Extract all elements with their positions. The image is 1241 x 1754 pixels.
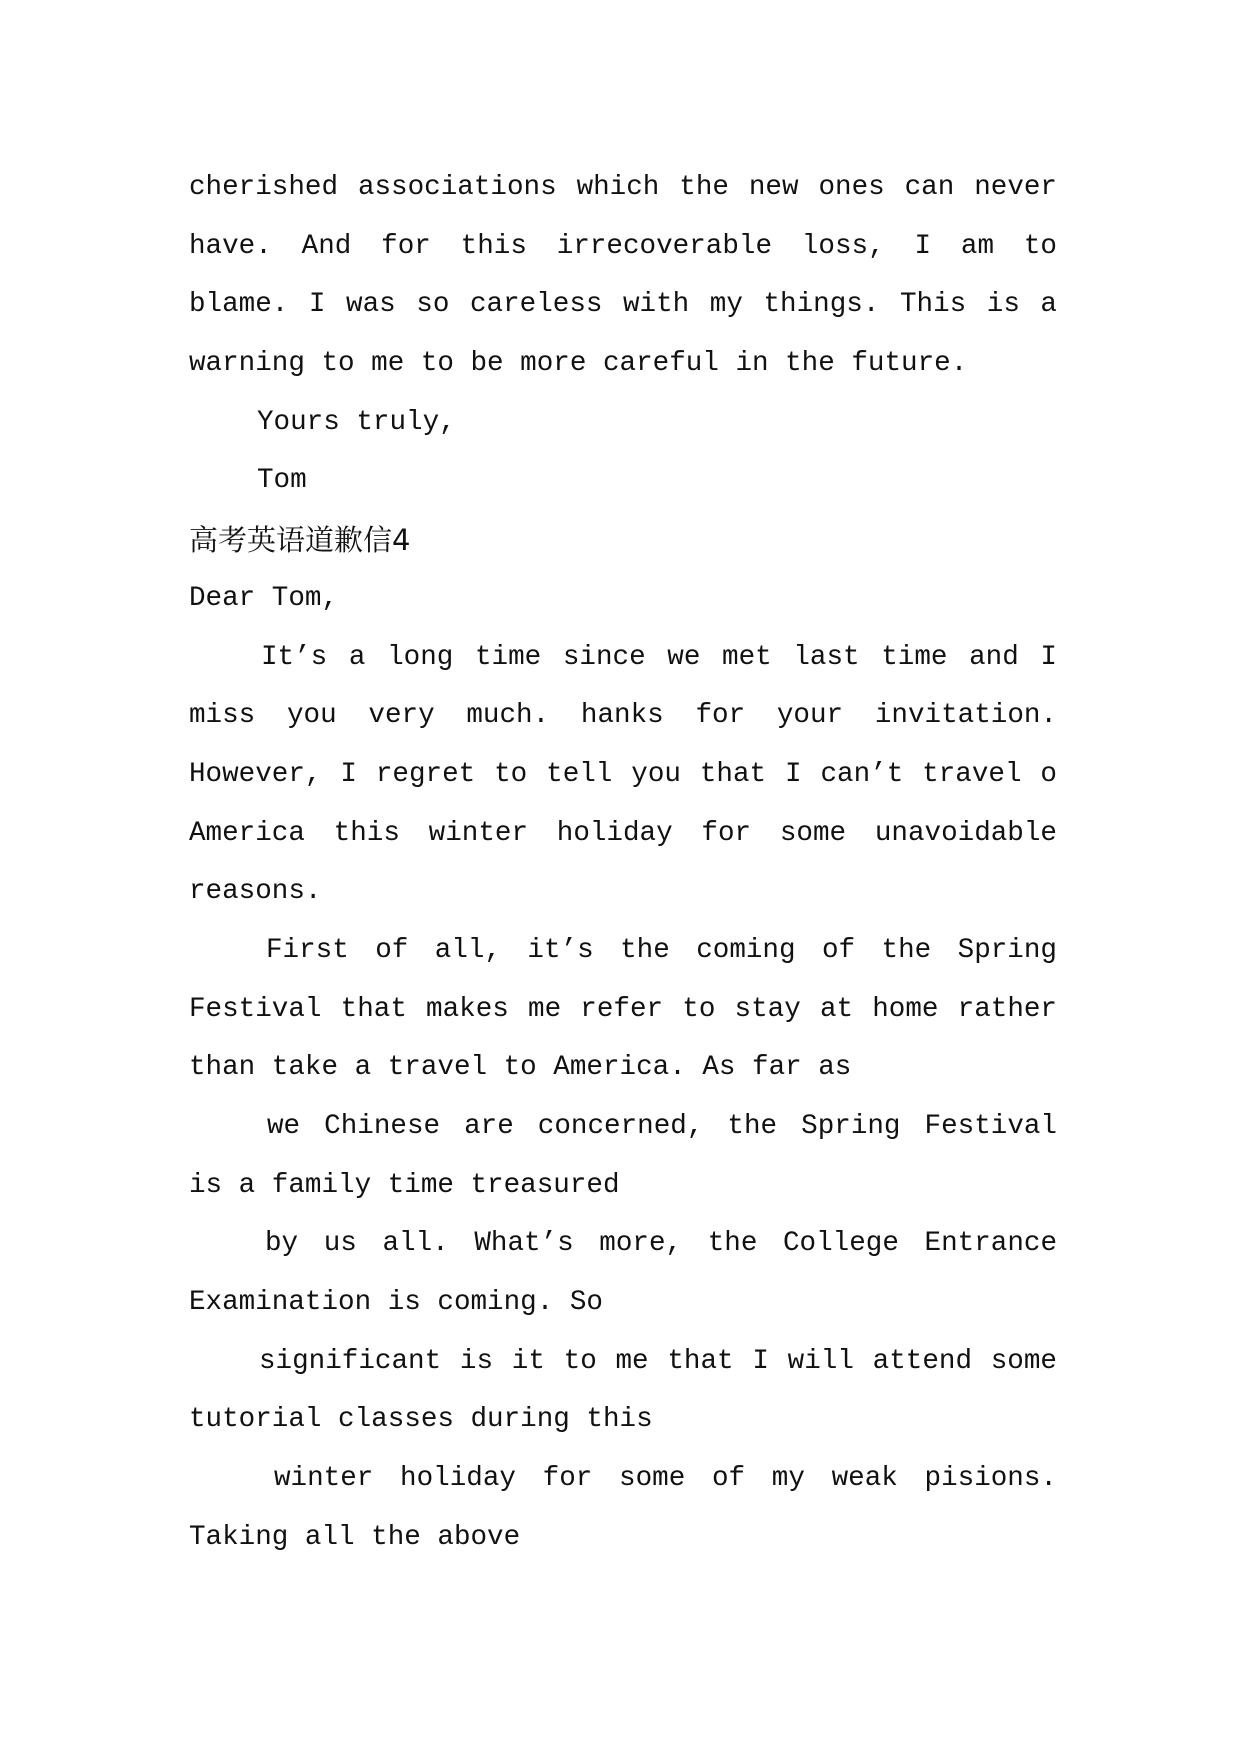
body-line: winter holiday for some of my weak pisions.: [274, 1463, 1057, 1495]
body-line: is a family time treasured: [189, 1169, 620, 1201]
paragraph: [189, 1450, 1057, 1567]
body-line: cherished associations which the new ones can never: [189, 172, 1057, 203]
paragraph: [189, 1333, 1057, 1450]
body-line: warning to me to be more careful in the future.: [189, 348, 968, 380]
body-line: It’s a long time since we met last time and I: [261, 641, 1057, 673]
letter-3-ending: [189, 159, 1057, 511]
letter-salutation: Dear Tom,: [189, 582, 339, 614]
body-line: miss you very much. hanks for your invitation.: [189, 700, 1057, 732]
body-line: Taking all the above: [189, 1521, 521, 1553]
letter-signature: Tom: [257, 465, 307, 497]
letter-4: [189, 570, 1057, 1568]
body-line: we Chinese are concerned, the Spring Festival: [267, 1111, 1057, 1142]
body-line: Examination is coming. So: [189, 1287, 603, 1319]
paragraph: [189, 629, 1057, 922]
body-line: than take a travel to America. As far as: [189, 1052, 852, 1084]
paragraph: [189, 922, 1057, 1098]
body-line: significant is it to me that I will attend some: [259, 1345, 1057, 1377]
body-line: reasons.: [189, 876, 322, 908]
body-line: have. And for this irrecoverable loss, I am to: [189, 230, 1057, 262]
body-line: America this winter holiday for some unavoidable: [189, 817, 1057, 849]
letter-closing: Yours truly,: [257, 406, 456, 438]
body-line: However, I regret to tell you that I can’t travel o: [189, 758, 1057, 790]
body-line: tutorial classes during this: [189, 1404, 653, 1436]
body-line: First of all, it’s the coming of the Spring: [266, 934, 1057, 966]
body-line: Festival that makes me refer to stay at home rather: [189, 993, 1057, 1025]
body-line: blame. I was so careless with my things. This is a: [189, 289, 1057, 321]
body-line: by us all. What’s more, the College Entrance: [265, 1228, 1057, 1260]
paragraph: [189, 1215, 1057, 1332]
paragraph: [189, 1098, 1057, 1215]
document-body: [189, 159, 1057, 1568]
section-title: 高考英语道歉信4: [189, 523, 411, 558]
